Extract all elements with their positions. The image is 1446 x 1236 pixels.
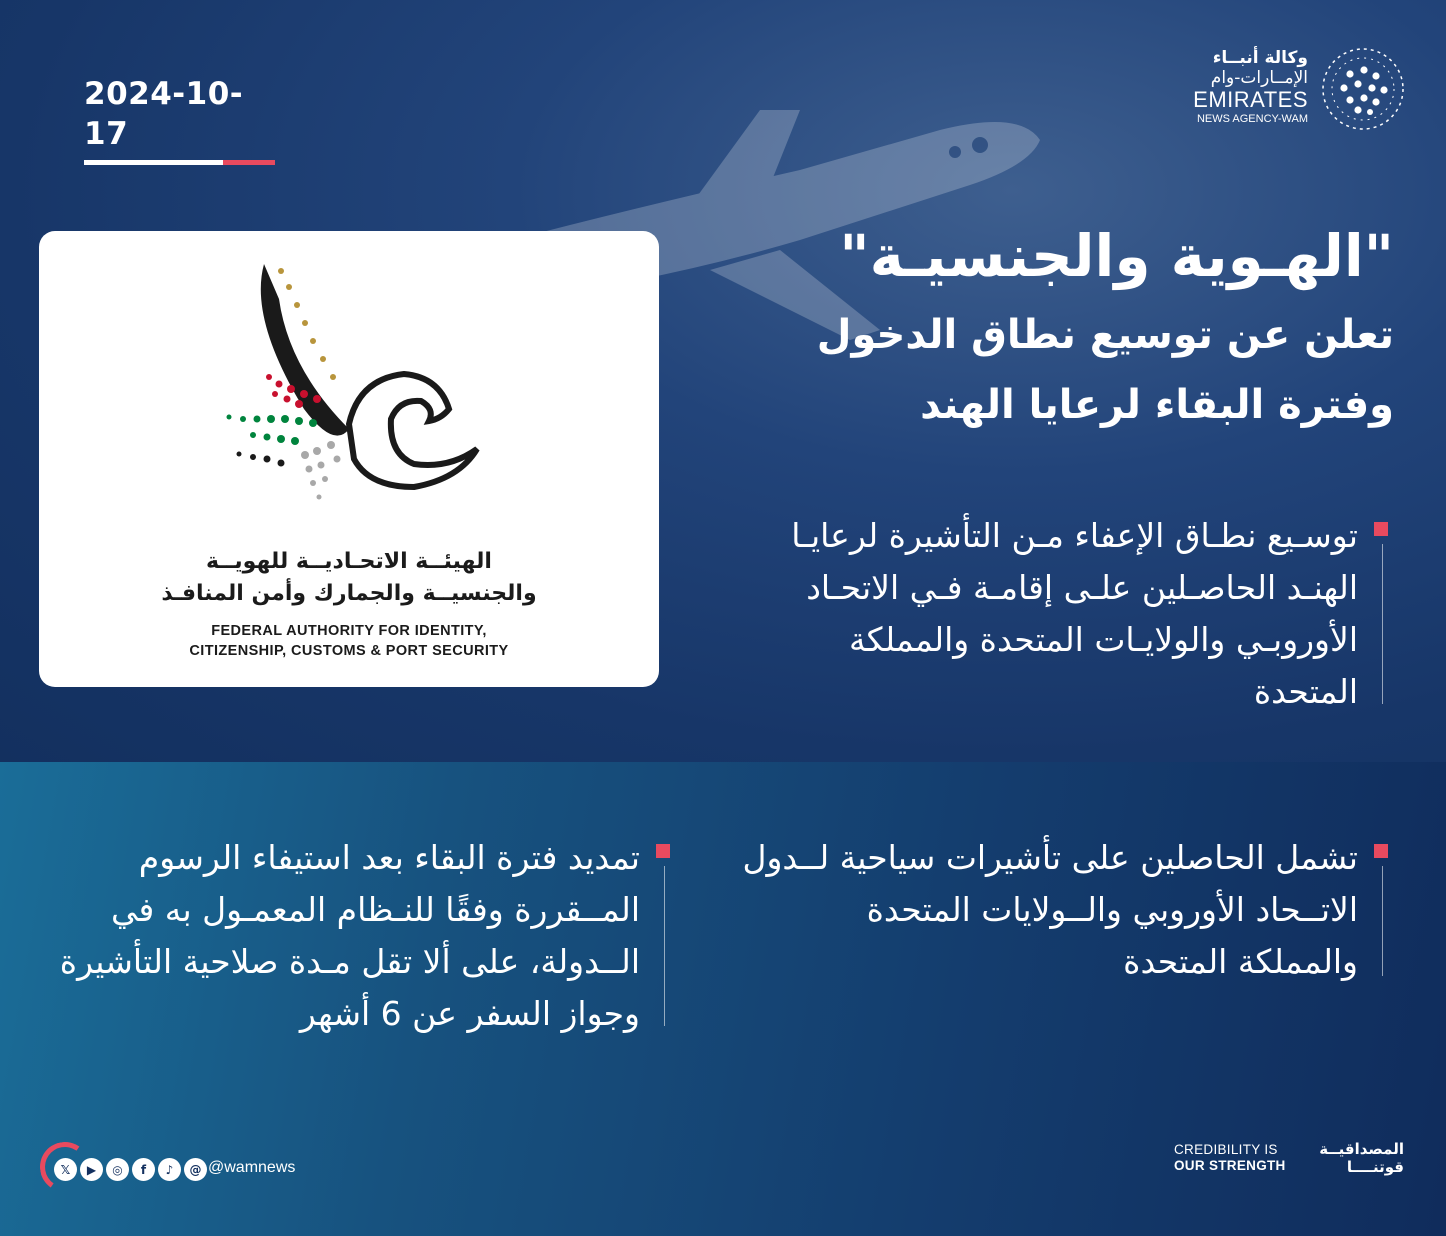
brand-name-ar-1: وكالة أنبــاء [1212, 48, 1308, 68]
bullet-line [1382, 866, 1383, 976]
instagram-icon[interactable]: ◎ [106, 1158, 129, 1181]
slogan-en-line-1: CREDIBILITY IS [1174, 1142, 1278, 1157]
social-handle[interactable]: @wamnews [208, 1159, 296, 1176]
bullet-marker [1374, 522, 1388, 536]
x-icon[interactable]: 𝕏 [54, 1158, 77, 1181]
bullet-marker [656, 844, 670, 858]
facebook-icon[interactable]: f [132, 1158, 155, 1181]
slogan [1144, 1140, 1404, 1180]
social-icons [54, 1158, 207, 1181]
threads-icon[interactable]: @ [184, 1158, 207, 1181]
falcon-emblem-icon [209, 259, 489, 509]
bullet-item-2 [738, 832, 1358, 988]
date-text: 2024-10-17 [84, 76, 244, 152]
wam-logo-icon [1318, 44, 1408, 134]
slogan-ar [1319, 1140, 1404, 1176]
slogan-en-line-2: OUR STRENGTH [1174, 1158, 1286, 1173]
headline-line-1: "الهـوية والجنسيـة" [839, 222, 1394, 290]
bullet-item-1 [758, 510, 1358, 718]
bullet-text: تمديد فترة البقاء بعد استيفاء الرسوم المــقررة وفقًا للنـظام المعمـول به في الــدولة، على ألا تقل مـدة صلاحية التأشيرة وجواز السفر عن 6 أشهر [59, 838, 640, 1033]
headline [694, 218, 1394, 434]
bullet-line [664, 866, 665, 1026]
brand-name-en-1: EMIRATES [1193, 87, 1308, 112]
slogan-en [1174, 1142, 1286, 1174]
bullet-text: توسـيع نطـاق الإعفاء مـن التأشيرة لرعايـا الهنـد الحاصـلين علـى إقامـة فـي الاتحـاد الأوروبـي والولايـات المتحدة والمملكة المتحدة [791, 516, 1358, 711]
date-underline [84, 160, 275, 165]
tiktok-icon[interactable]: ♪ [158, 1158, 181, 1181]
authority-logo-card [39, 231, 659, 687]
brand-name-ar-2: الإمــارات-وام [1210, 68, 1308, 88]
youtube-icon[interactable]: ▶ [80, 1158, 103, 1181]
bullet-text: تشمل الحاصلين على تأشيرات سياحية لــدول الاتــحاد الأوروبي والــولايات المتحدة والمملكة المتحدة [742, 838, 1358, 981]
date-block [84, 74, 275, 165]
wam-brand-text [1193, 48, 1308, 126]
headline-line-2: تعلن عن توسيع نطاق الدخول [816, 312, 1394, 358]
bullet-line [1382, 544, 1383, 704]
authority-name-en-1: FEDERAL AUTHORITY FOR IDENTITY, [211, 623, 487, 639]
slogan-ar-line-1: المصداقيــة [1319, 1140, 1404, 1158]
brand-name-en-2: NEWS AGENCY-WAM [1196, 113, 1308, 125]
authority-name-ar-2: والجنسيــة والجمارك وأمن المنافـذ [161, 581, 537, 606]
bullet-item-3 [40, 832, 640, 1040]
bullet-marker [1374, 844, 1388, 858]
wam-brand [1088, 44, 1408, 136]
authority-name-en-2: CITIZENSHIP, CUSTOMS & PORT SECURITY [189, 643, 509, 659]
authority-name-ar-1: الهيئــة الاتحـاديــة للهويــة [206, 549, 492, 574]
slogan-ar-line-2: قوتنــــا [1346, 1158, 1404, 1176]
headline-line-3: وفترة البقاء لرعايا الهند [920, 382, 1394, 428]
